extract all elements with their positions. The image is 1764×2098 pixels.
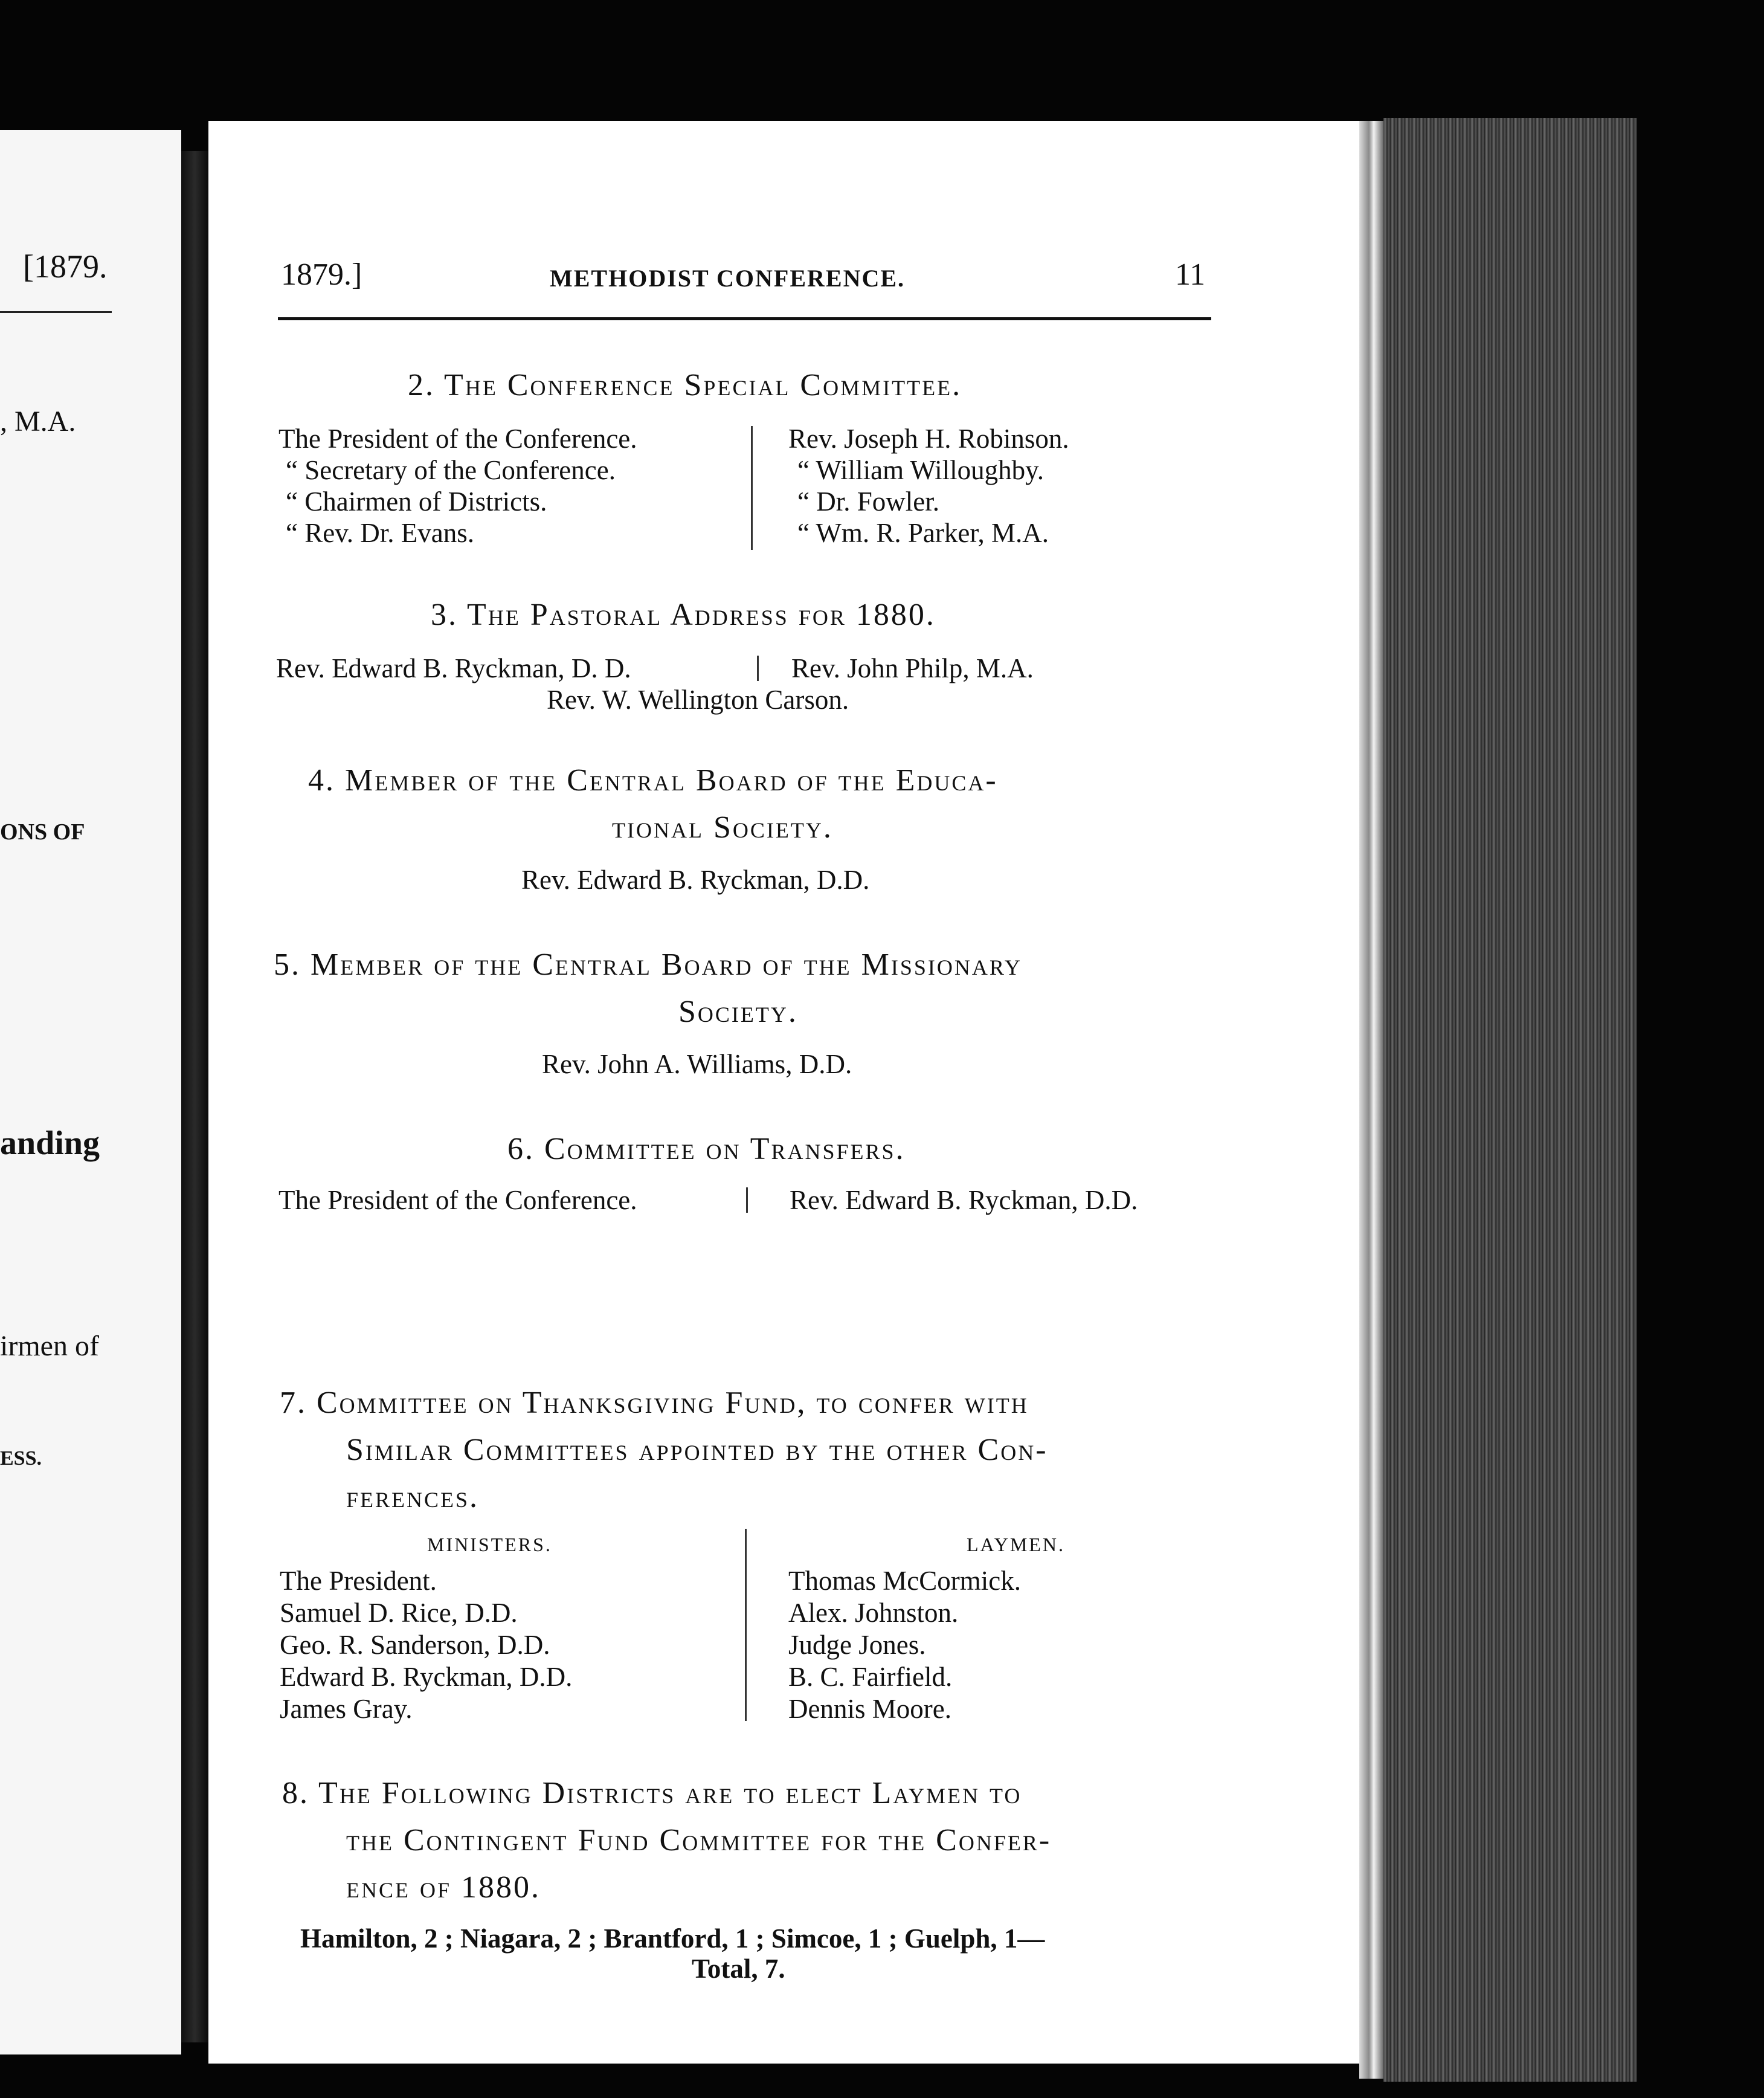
header-rule xyxy=(278,317,1211,320)
s2-right-line-4: “ Wm. R. Parker, M.A. xyxy=(797,518,1049,548)
s2-column-divider xyxy=(751,426,753,550)
section-8-heading-cont-2: ence of 1880. xyxy=(346,1870,541,1905)
section-8-heading: 8. The Following Districts are to elect Laymen to xyxy=(282,1776,1022,1810)
section-7-heading-cont: Similar Committees appointed by the other Con- xyxy=(346,1433,1048,1467)
minister-5: James Gray. xyxy=(280,1694,413,1724)
left-page-year: [1879. xyxy=(23,248,108,285)
layman-3: Judge Jones. xyxy=(788,1630,926,1660)
section-5-heading-cont: Society. xyxy=(678,995,798,1029)
s2-right-line-1: Rev. Joseph H. Robinson. xyxy=(788,424,1069,454)
s8-districts: Hamilton, 2 ; Niagara, 2 ; Brantford, 1 ; Simcoe, 1 ; Guelph, 1— xyxy=(300,1923,1045,1954)
section-7-heading-cont-2: ferences. xyxy=(346,1480,480,1514)
s3-member-line-2: Rev. W. Wellington Carson. xyxy=(547,685,849,715)
page-edge xyxy=(1359,121,1383,2079)
left-page-rule xyxy=(0,311,112,313)
s2-left-line-3: “ Chairmen of Districts. xyxy=(286,486,547,517)
header-year: 1879.] xyxy=(281,257,362,292)
minister-1: The President. xyxy=(280,1566,437,1596)
left-page-fragment-2: ONS OF xyxy=(0,819,85,845)
s6-right: Rev. Edward B. Ryckman, D.D. xyxy=(790,1185,1138,1215)
left-page-fragment xyxy=(0,130,181,2054)
left-page-fragment-3: anding xyxy=(0,1125,100,1162)
s2-right-line-3: “ Dr. Fowler. xyxy=(797,486,939,517)
page-number: 11 xyxy=(1175,257,1206,292)
section-4-heading-cont: tional Society. xyxy=(612,810,833,845)
minister-3: Geo. R. Sanderson, D.D. xyxy=(280,1630,550,1660)
s2-left-line-2: “ Secretary of the Conference. xyxy=(286,455,616,485)
header-title: METHODIST CONFERENCE. xyxy=(550,265,906,292)
s2-left-line-1: The President of the Conference. xyxy=(278,424,637,454)
layman-2: Alex. Johnston. xyxy=(788,1598,959,1628)
layman-1: Thomas McCormick. xyxy=(788,1566,1021,1596)
ministers-column-header: MINISTERS. xyxy=(427,1534,552,1555)
s2-left-line-4: “ Rev. Dr. Evans. xyxy=(286,518,475,548)
s6-left: The President of the Conference. xyxy=(278,1185,637,1215)
laymen-column-header: LAYMEN. xyxy=(967,1534,1065,1555)
layman-5: Dennis Moore. xyxy=(788,1694,951,1724)
left-page-fragment-5: ESS. xyxy=(0,1447,42,1470)
s3-member-left: Rev. Edward B. Ryckman, D. D. xyxy=(276,653,631,683)
s3-divider xyxy=(757,656,759,681)
section-5-heading: 5. Member of the Central Board of the Missionary xyxy=(274,947,1022,982)
section-3-heading: 3. The Pastoral Address for 1880. xyxy=(431,598,936,632)
left-page-fragment-4: irmen of xyxy=(0,1330,99,1362)
s2-right-line-2: “ William Willoughby. xyxy=(797,455,1045,485)
section-6-heading: 6. Committee on Transfers. xyxy=(507,1132,906,1166)
left-page-fragment-1: , M.A. xyxy=(0,405,76,437)
s8-total: Total, 7. xyxy=(692,1954,785,1984)
minister-2: Samuel D. Rice, D.D. xyxy=(280,1598,518,1628)
section-8-heading-cont: the Contingent Fund Committee for the Confer- xyxy=(346,1823,1052,1858)
book-block-edge xyxy=(1383,118,1637,2082)
book-page xyxy=(208,121,1359,2064)
s3-member-right: Rev. John Philp, M.A. xyxy=(791,653,1034,683)
s4-member: Rev. Edward B. Ryckman, D.D. xyxy=(521,865,870,895)
s7-column-divider xyxy=(745,1529,747,1721)
book-gutter xyxy=(181,151,208,2042)
s6-divider xyxy=(746,1187,748,1213)
minister-4: Edward B. Ryckman, D.D. xyxy=(280,1662,573,1692)
section-7-heading: 7. Committee on Thanksgiving Fund, to confer with xyxy=(280,1386,1029,1420)
s5-member: Rev. John A. Williams, D.D. xyxy=(542,1049,852,1079)
layman-4: B. C. Fairfield. xyxy=(788,1662,953,1692)
section-4-heading: 4. Member of the Central Board of the Educa- xyxy=(308,763,998,798)
section-2-heading: 2. The Conference Special Committee. xyxy=(408,368,962,402)
